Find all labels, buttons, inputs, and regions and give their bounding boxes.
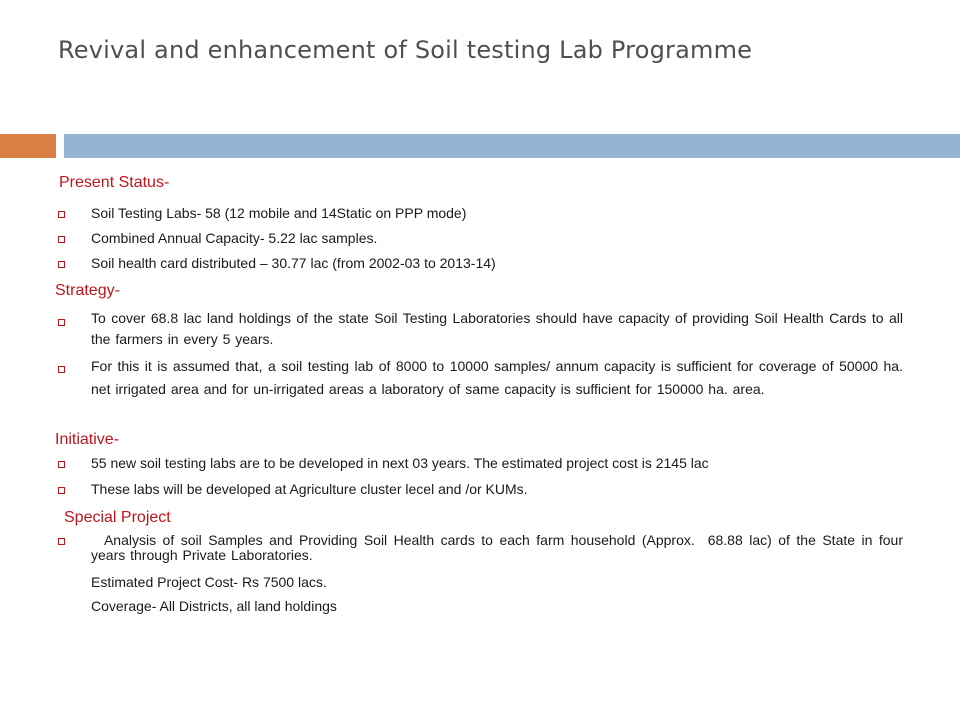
initiative-item: These labs will be developed at Agriculture cluster lecel and /or KUMs. — [91, 481, 528, 497]
bullet-icon — [58, 538, 65, 545]
special-project-heading: Special Project — [64, 509, 171, 526]
bullet-icon — [58, 261, 65, 268]
bullet-icon — [58, 461, 65, 468]
project-cost: Estimated Project Cost- Rs 7500 lacs. — [91, 574, 327, 590]
bullet-icon — [58, 487, 65, 494]
initiative-item: 55 new soil testing labs are to be developed in next 03 years. The estimated project cost is 2145 lac — [91, 455, 709, 471]
bullet-icon — [58, 319, 65, 326]
present-status-item: Soil health card distributed – 30.77 lac (from 2002-03 to 2013-14) — [91, 255, 496, 271]
initiative-heading: Initiative- — [55, 431, 120, 448]
accent-bar-blue — [64, 134, 960, 158]
present-status-heading: Present Status- — [59, 174, 170, 191]
bullet-icon — [58, 211, 65, 218]
project-coverage: Coverage- All Districts, all land holdings — [91, 598, 337, 614]
slide-title: Revival and enhancement of Soil testing Lab Programme — [58, 36, 753, 64]
strategy-item: For this it is assumed that, a soil testing lab of 8000 to 10000 samples/ annum capacity is sufficient for coverage of 50000 ha. net irrigated area and for un-irrigated areas a laboratory of same capacity is sufficient for 150000 ha. area. — [91, 358, 903, 397]
bullet-icon — [58, 236, 65, 243]
present-status-item: Combined Annual Capacity- 5.22 lac samples. — [91, 230, 378, 246]
special-project-item: Analysis of soil Samples and Providing Soil Health cards to each farm household (Approx. 68.88 lac) of the State in four years through Private Laboratories. — [91, 532, 908, 563]
bullet-icon — [58, 366, 65, 373]
accent-bar-orange — [0, 134, 56, 158]
present-status-item: Soil Testing Labs- 58 (12 mobile and 14Static on PPP mode) — [91, 205, 467, 221]
strategy-heading: Strategy- — [55, 282, 120, 299]
strategy-item: To cover 68.8 lac land holdings of the state Soil Testing Laboratories should have capacity of providing Soil Health Cards to all the farmers in every 5 years. — [91, 310, 903, 347]
